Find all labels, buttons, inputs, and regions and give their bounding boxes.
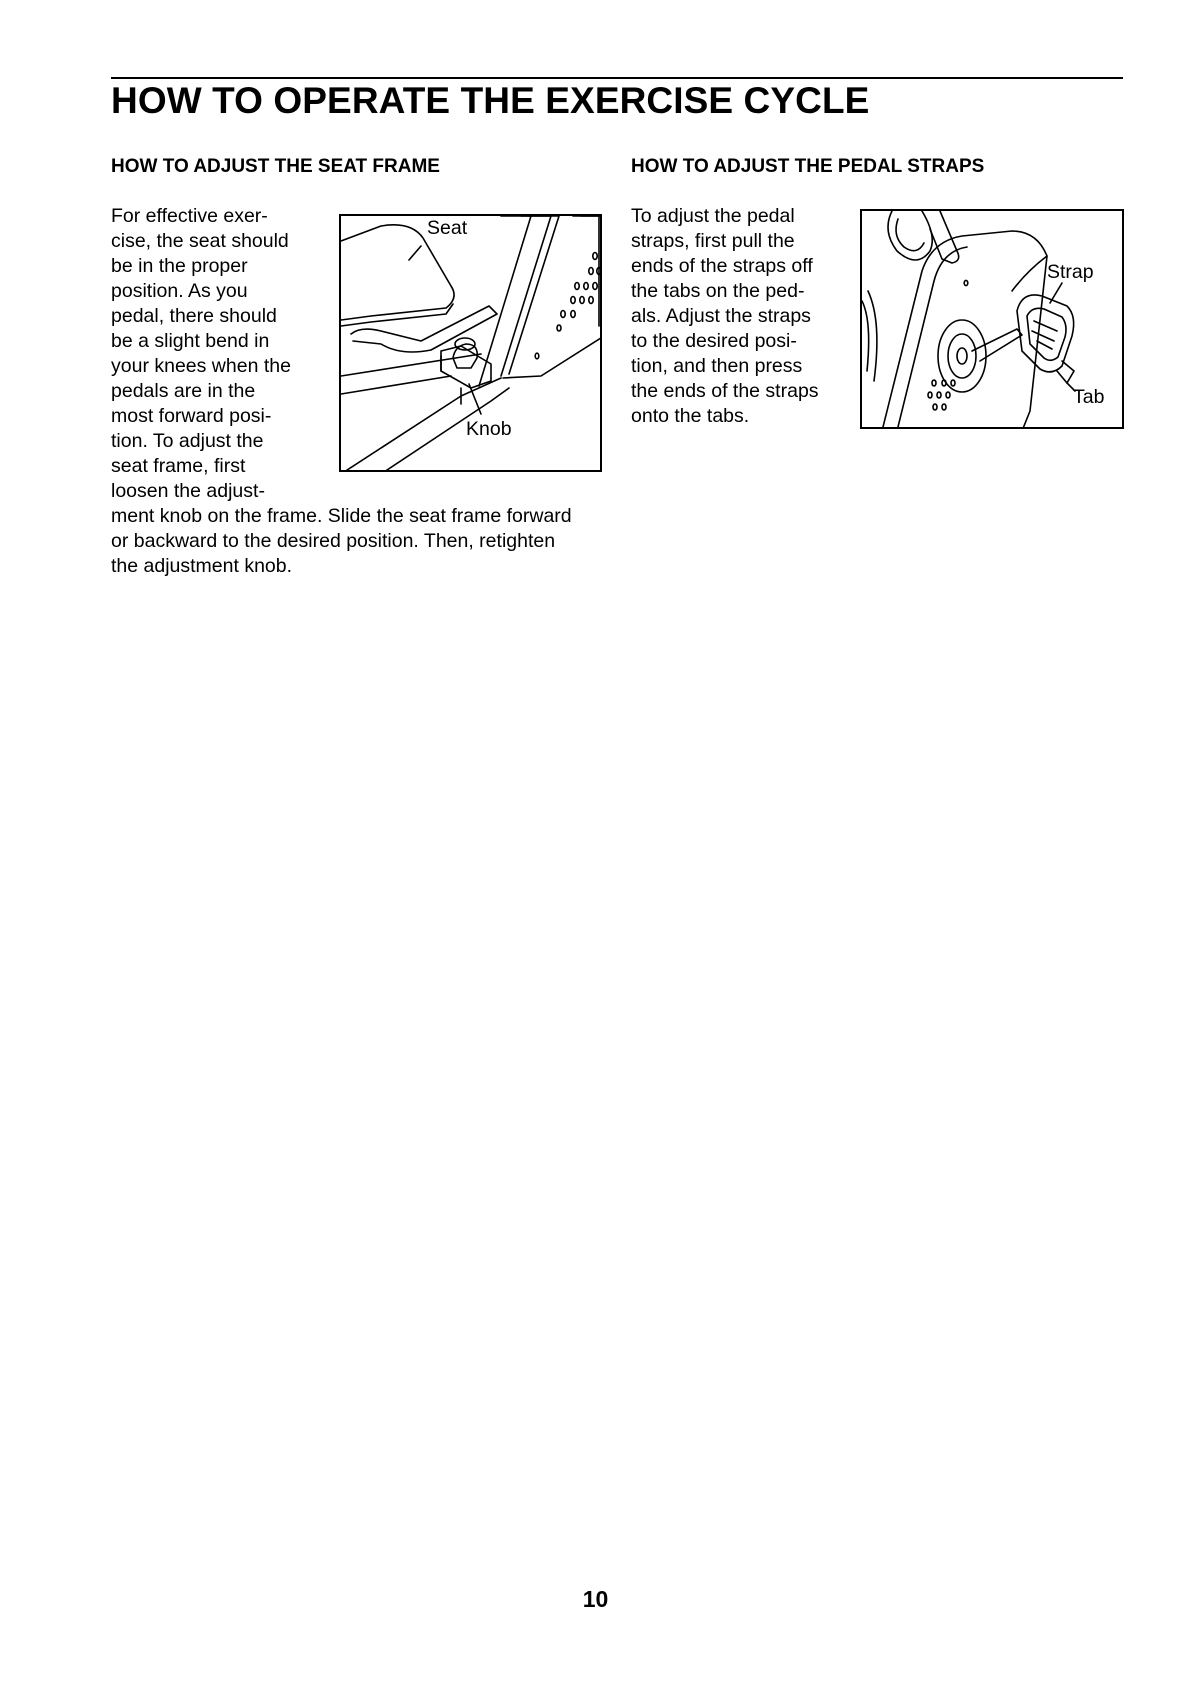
text-line: ment knob on the frame. Slide the seat frame forward xyxy=(111,505,572,527)
seat-frame-heading: HOW TO ADJUST THE SEAT FRAME xyxy=(111,156,440,177)
seat-label: Seat xyxy=(427,217,468,239)
text-line: pedal, there should xyxy=(111,305,277,327)
text-line: cise, the seat should xyxy=(111,230,289,252)
text-line: straps, first pull the xyxy=(631,230,795,252)
text-line: or backward to the desired position. Then, retighten xyxy=(111,530,556,552)
text-line: be a slight bend in xyxy=(111,330,270,352)
page-title: HOW TO OPERATE THE EXERCISE CYCLE xyxy=(111,80,870,121)
text-line: the tabs on the ped- xyxy=(631,280,805,302)
text-line: pedals are in the xyxy=(111,380,256,402)
text-line: to the desired posi- xyxy=(631,330,797,352)
text-line: loosen the adjust- xyxy=(111,480,265,502)
text-line: tion. To adjust the xyxy=(111,430,264,452)
text-line: tion, and then press xyxy=(631,355,803,377)
text-line: be in the proper xyxy=(111,255,248,277)
text-line: the adjustment knob. xyxy=(111,555,293,577)
text-line: To adjust the pedal xyxy=(631,205,795,227)
text-line: onto the tabs. xyxy=(631,405,750,427)
pedal-strap-illustration xyxy=(860,209,1124,429)
strap-label: Strap xyxy=(1047,261,1094,283)
text-line: als. Adjust the straps xyxy=(631,305,811,327)
knob-label: Knob xyxy=(466,418,512,440)
text-line: seat frame, first xyxy=(111,455,246,477)
seat-frame-illustration xyxy=(339,214,602,472)
text-line: ends of the straps off xyxy=(631,255,813,277)
tab-label: Tab xyxy=(1073,386,1105,408)
text-line: position. As you xyxy=(111,280,248,302)
pedal-straps-heading: HOW TO ADJUST THE PEDAL STRAPS xyxy=(631,156,985,177)
text-line: most forward posi- xyxy=(111,405,272,427)
pedal-straps-text xyxy=(631,204,819,429)
text-line: the ends of the straps xyxy=(631,380,819,402)
text-line: your knees when the xyxy=(111,355,291,377)
title-rule xyxy=(111,77,1123,79)
page-number: 10 xyxy=(582,1586,609,1612)
text-line: For effective exer- xyxy=(111,205,268,227)
